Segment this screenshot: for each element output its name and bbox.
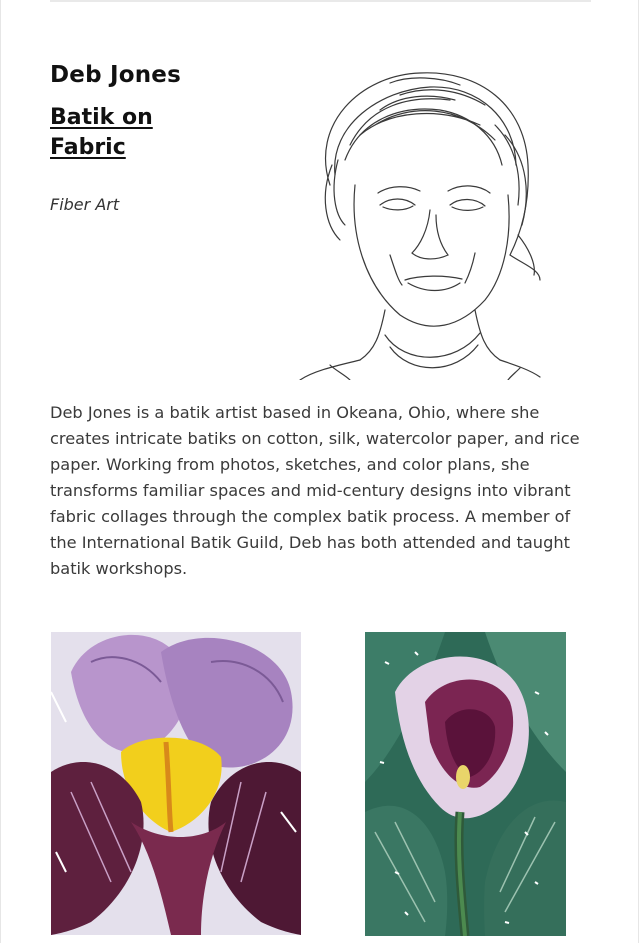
calla-lily-batik-image[interactable] [365, 632, 566, 936]
artist-medium: Fiber Art [50, 195, 120, 214]
iris-batik-image[interactable] [51, 632, 301, 935]
artist-bio: Deb Jones is a batik artist based in Okeana, Ohio, where she creates intricate batiks on cotton, silk, watercolor paper, and rice paper. Working from photos, sketches, and color plans, she transforms familiar spaces and mid-century designs into vibrant fabric collages through the complex batik process. A member of the International Batik Guild, Deb has both attended and taught batik workshops. [50, 403, 580, 578]
portrait-sketch-image [290, 65, 542, 380]
work-title-link[interactable]: Batik on Fabric [50, 105, 153, 160]
artist-name: Deb Jones [50, 62, 181, 88]
top-divider [50, 0, 591, 2]
